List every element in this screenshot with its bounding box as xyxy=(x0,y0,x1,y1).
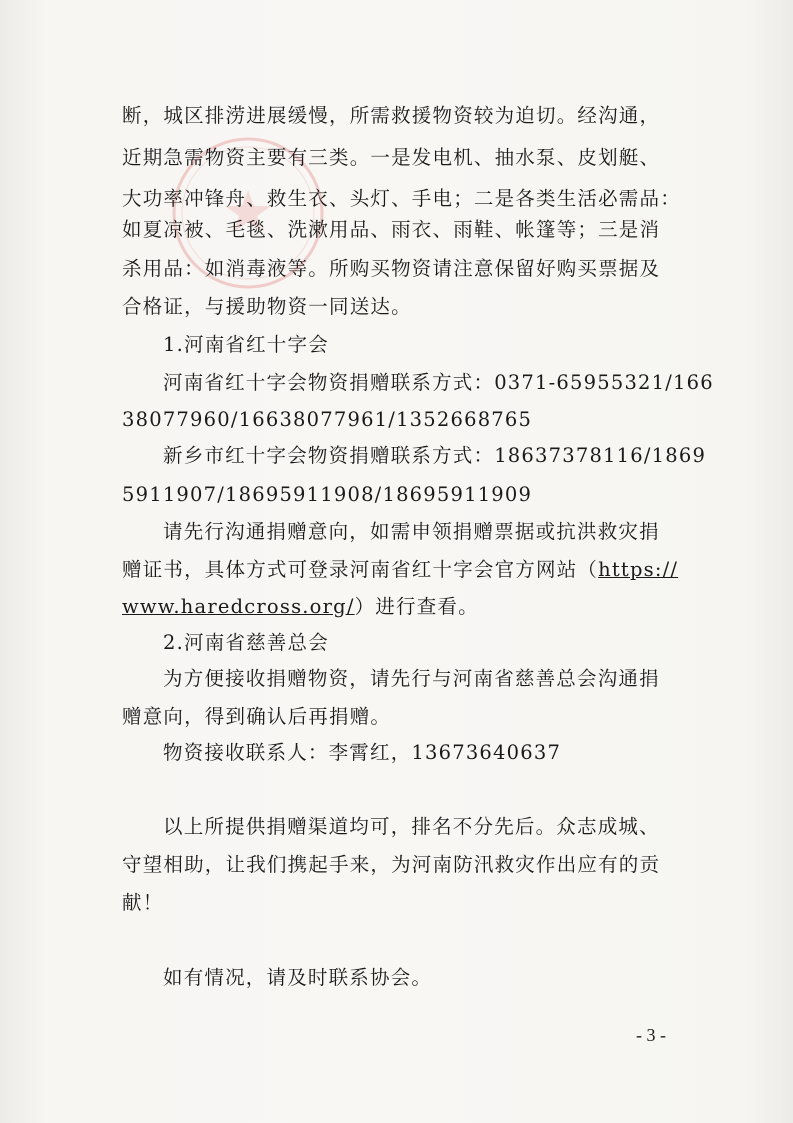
body-line-2: 近期急需物资主要有三类。一是发电机、抽水泵、皮划艇、 xyxy=(122,146,661,169)
body-line-5: 杀用品：如消毒液等。所购买物资请注意保留好购买票据及 xyxy=(122,257,661,280)
charity-line-2: 赠意向，得到确认后再捐赠。 xyxy=(122,705,392,728)
final-note: 如有情况，请及时联系协会。 xyxy=(163,966,433,989)
section-heading-red-cross: 1.河南省红十字会 xyxy=(163,333,329,356)
charity-contact: 物资接收联系人：李霄红，13673640637 xyxy=(163,741,562,764)
xinxiang-red-cross-contact-cont: 5911907/18695911908/18695911909 xyxy=(122,483,533,506)
body-line-3: 大功率冲锋舟、救生衣、头灯、手电；二是各类生活必需品： xyxy=(122,187,681,210)
website-text: 赠证书，具体方式可登录河南省红十字会官方网站（ xyxy=(122,558,599,581)
body-line-website-cont xyxy=(122,592,682,621)
xinxiang-red-cross-contact: 新乡市红十字会物资捐赠联系方式：18637378116/1869 xyxy=(163,444,707,467)
closing-line-3: 献！ xyxy=(122,891,164,914)
page-number: - 3 - xyxy=(636,1025,666,1045)
body-line-1: 断，城区排涝进展缓慢，所需救援物资较为迫切。经沟通， xyxy=(122,104,661,127)
website-suffix: ）进行查看。 xyxy=(354,595,479,618)
body-line-4: 如夏凉被、毛毯、洗漱用品、雨衣、雨鞋、帐篷等；三是消 xyxy=(122,218,661,241)
closing-line-2: 守望相助，让我们携起手来，为河南防汛救灾作出应有的贡 xyxy=(122,853,661,876)
closing-line-1: 以上所提供捐赠渠道均可，排名不分先后。众志成城、 xyxy=(163,815,660,838)
section-heading-charity: 2.河南省慈善总会 xyxy=(163,631,329,654)
henan-red-cross-contact: 河南省红十字会物资捐赠联系方式：0371-65955321/166 xyxy=(163,371,714,394)
body-line-6: 合格证，与援助物资一同送达。 xyxy=(122,295,412,318)
henan-red-cross-contact-cont: 38077960/16638077961/1352668765 xyxy=(122,408,533,431)
body-line-website xyxy=(122,555,682,584)
website-link-part1[interactable]: https:// xyxy=(598,558,679,581)
body-line-consult: 请先行沟通捐赠意向，如需申领捐赠票据或抗洪救灾捐 xyxy=(163,520,660,543)
charity-line-1: 为方便接收捐赠物资，请先行与河南省慈善总会沟通捐 xyxy=(163,667,660,690)
website-link-part2[interactable]: www.haredcross.org/ xyxy=(122,595,355,618)
